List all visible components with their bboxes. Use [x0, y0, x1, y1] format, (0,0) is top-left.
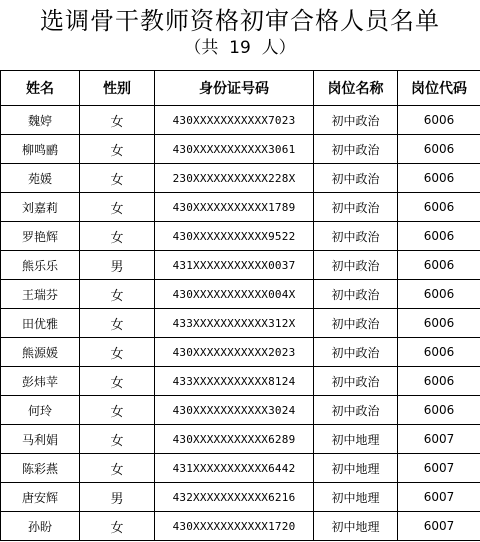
cell-name: 陈彩燕 [1, 454, 80, 483]
cell-gender: 女 [80, 425, 155, 454]
cell-id-number: 430XXXXXXXXXXX3024 [155, 396, 314, 425]
cell-post-name: 初中地理 [314, 512, 398, 541]
cell-post-code: 6006 [398, 367, 480, 396]
cell-gender: 女 [80, 106, 155, 135]
table-row [1, 280, 480, 309]
page-title: 选调骨干教师资格初审合格人员名单 [40, 7, 440, 35]
column-header-name: 姓名 [1, 71, 80, 106]
table-row [1, 512, 480, 541]
table-row [1, 106, 480, 135]
cell-id-number: 430XXXXXXXXXXX3061 [155, 135, 314, 164]
cell-gender: 女 [80, 512, 155, 541]
cell-id-number: 433XXXXXXXXXXX312X [155, 309, 314, 338]
cell-gender: 女 [80, 309, 155, 338]
cell-id-number: 430XXXXXXXXXXX6289 [155, 425, 314, 454]
cell-post-name: 初中政治 [314, 338, 398, 367]
column-header-post-code: 岗位代码 [398, 71, 480, 106]
cell-name: 王瑞芬 [1, 280, 80, 309]
cell-name: 何玲 [1, 396, 80, 425]
cell-id-number: 430XXXXXXXXXXX7023 [155, 106, 314, 135]
cell-name: 苑媛 [1, 164, 80, 193]
table-row [1, 425, 480, 454]
cell-gender: 女 [80, 396, 155, 425]
table-row [1, 164, 480, 193]
cell-post-name: 初中地理 [314, 483, 398, 512]
cell-gender: 女 [80, 164, 155, 193]
cell-post-code: 6006 [398, 338, 480, 367]
cell-post-code: 6007 [398, 483, 480, 512]
table-row [1, 193, 480, 222]
table-row [1, 251, 480, 280]
cell-post-name: 初中政治 [314, 396, 398, 425]
cell-id-number: 230XXXXXXXXXXX228X [155, 164, 314, 193]
cell-post-code: 6006 [398, 251, 480, 280]
cell-post-name: 初中政治 [314, 135, 398, 164]
cell-post-code: 6006 [398, 396, 480, 425]
cell-gender: 女 [80, 367, 155, 396]
cell-id-number: 430XXXXXXXXXXX004X [155, 280, 314, 309]
cell-id-number: 430XXXXXXXXXXX1720 [155, 512, 314, 541]
cell-post-name: 初中政治 [314, 222, 398, 251]
cell-name: 熊乐乐 [1, 251, 80, 280]
cell-gender: 女 [80, 338, 155, 367]
cell-post-code: 6007 [398, 425, 480, 454]
cell-name: 熊源媛 [1, 338, 80, 367]
cell-post-name: 初中政治 [314, 251, 398, 280]
table-row [1, 222, 480, 251]
cell-post-code: 6006 [398, 222, 480, 251]
table-row [1, 454, 480, 483]
cell-post-name: 初中地理 [314, 425, 398, 454]
cell-post-name: 初中政治 [314, 193, 398, 222]
cell-post-code: 6006 [398, 164, 480, 193]
cell-name: 柳鸣鹂 [1, 135, 80, 164]
header-row [1, 71, 480, 106]
column-header-post-name: 岗位名称 [314, 71, 398, 106]
cell-name: 魏婷 [1, 106, 80, 135]
table-row [1, 396, 480, 425]
cell-post-code: 6007 [398, 454, 480, 483]
table-row [1, 367, 480, 396]
cell-gender: 女 [80, 222, 155, 251]
cell-name: 田优雅 [1, 309, 80, 338]
table-row [1, 309, 480, 338]
cell-id-number: 431XXXXXXXXXXX6442 [155, 454, 314, 483]
cell-post-name: 初中政治 [314, 164, 398, 193]
cell-post-name: 初中地理 [314, 454, 398, 483]
cell-id-number: 433XXXXXXXXXXX8124 [155, 367, 314, 396]
cell-post-code: 6006 [398, 309, 480, 338]
candidates-table [0, 70, 480, 541]
cell-post-code: 6006 [398, 193, 480, 222]
cell-name: 孙盼 [1, 512, 80, 541]
cell-gender: 男 [80, 483, 155, 512]
cell-name: 马利娟 [1, 425, 80, 454]
cell-post-code: 6006 [398, 135, 480, 164]
table-row [1, 483, 480, 512]
cell-gender: 女 [80, 454, 155, 483]
cell-id-number: 431XXXXXXXXXXX0037 [155, 251, 314, 280]
cell-id-number: 430XXXXXXXXXXX2023 [155, 338, 314, 367]
cell-id-number: 432XXXXXXXXXXX6216 [155, 483, 314, 512]
cell-post-name: 初中政治 [314, 106, 398, 135]
column-header-id-number: 身份证号码 [155, 71, 314, 106]
cell-post-code: 6007 [398, 512, 480, 541]
cell-gender: 女 [80, 280, 155, 309]
cell-post-code: 6006 [398, 106, 480, 135]
cell-name: 彭炜苹 [1, 367, 80, 396]
cell-id-number: 430XXXXXXXXXXX9522 [155, 222, 314, 251]
cell-gender: 女 [80, 193, 155, 222]
cell-post-code: 6006 [398, 280, 480, 309]
cell-name: 刘嘉莉 [1, 193, 80, 222]
cell-post-name: 初中政治 [314, 309, 398, 338]
cell-post-name: 初中政治 [314, 280, 398, 309]
cell-name: 唐安辉 [1, 483, 80, 512]
cell-post-name: 初中政治 [314, 367, 398, 396]
table-row [1, 338, 480, 367]
table-row [1, 135, 480, 164]
cell-id-number: 430XXXXXXXXXXX1789 [155, 193, 314, 222]
cell-gender: 女 [80, 135, 155, 164]
cell-gender: 男 [80, 251, 155, 280]
cell-name: 罗艳辉 [1, 222, 80, 251]
total-count: （共 19 人） [184, 38, 296, 58]
column-header-gender: 性别 [80, 71, 155, 106]
